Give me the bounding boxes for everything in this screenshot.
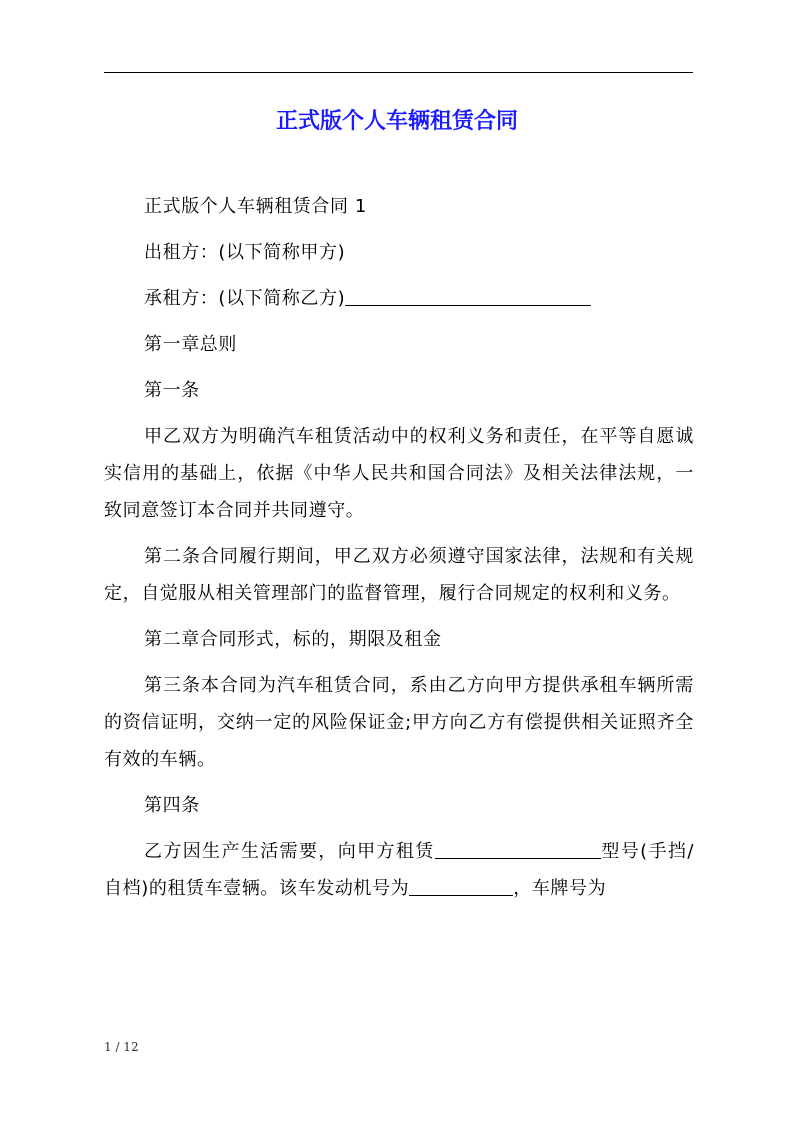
article-heading-4: 第四条 (144, 795, 200, 816)
lessee-line (104, 280, 694, 317)
article-1-body: 甲乙双方为明确汽车租赁活动中的权利义务和责任，在平等自愿诚实信用的基础上，依据《中华人民共和国合同法》及相关法律法规，一致同意签订本合同并共同遵守。 (104, 426, 694, 521)
lessee-blank (345, 285, 591, 306)
article-4-text-a: 乙方因生产生活需要，向甲方租赁 (144, 841, 435, 862)
article-3-body: 第三条本合同为汽车租赁合同，系由乙方向甲方提供承租车辆所需的资信证明，交纳一定的风险保证金;甲方向乙方有偿提供相关证照齐全有效的车辆。 (104, 675, 694, 770)
vehicle-model-blank (435, 838, 601, 859)
contract-subtitle: 正式版个人车辆租赁合同 1 (144, 196, 367, 217)
chapter-heading-1: 第一章总则 (144, 334, 237, 355)
lessee-label: 承租方：(以下简称乙方) (144, 288, 346, 309)
chapter-heading-2: 第二章合同形式，标的，期限及租金 (144, 629, 442, 650)
article-4-text-b: 型号(手挡/自档)的租赁车壹辆。该车发动机号为 (104, 841, 695, 899)
header-rule (104, 72, 693, 73)
article-2-body: 第二条合同履行期间，甲乙双方必须遵守国家法律，法规和有关规定，自觉服从相关管理部门的监督管理，履行合同规定的权利和义务。 (104, 546, 694, 604)
page-number: 1 / 12 (104, 1040, 139, 1054)
article-heading-1: 第一条 (144, 380, 200, 401)
document-body (104, 188, 694, 907)
article-4-text-c: ，车牌号为 (513, 878, 607, 899)
article-4-body (104, 833, 694, 907)
engine-number-blank (409, 875, 513, 896)
document-title: 正式版个人车辆租赁合同 (275, 109, 518, 134)
lessor-line: 出租方：(以下简称甲方) (144, 242, 346, 263)
